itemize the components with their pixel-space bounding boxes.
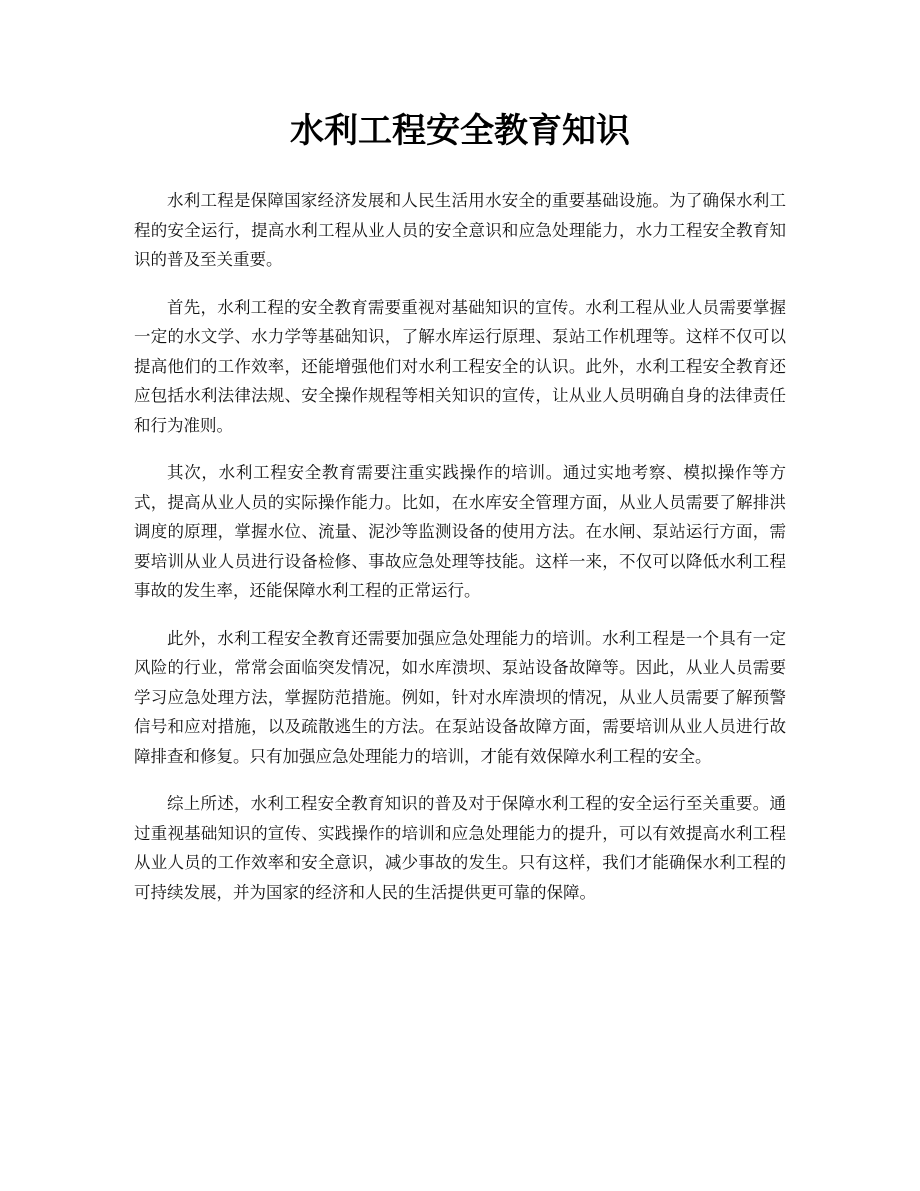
paragraph-conclusion: 综上所述，水利工程安全教育知识的普及对于保障水利工程的安全运行至关重要。通过重视基础知识的宣传、实践操作的培训和应急处理能力的提升，可以有效提高水利工程从业人员的工作效率和安全意识，减少事故的发生。只有这样，我们才能确保水利工程的可持续发展，并为国家的经济和人民的生活提供更可靠的保障。	[134, 794, 786, 902]
document-body	[134, 186, 786, 925]
paragraph-practical-training: 其次，水利工程安全教育需要注重实践操作的培训。通过实地考察、模拟操作等方式，提高从业人员的实际操作能力。比如，在水库安全管理方面，从业人员需要了解排洪调度的原理，掌握水位、流量、泥沙等监测设备的使用方法。在水闸、泵站运行方面，需要培训从业人员进行设备检修、事故应急处理等技能。这样一来，不仅可以降低水利工程事故的发生率，还能保障水利工程的正常运行。	[134, 463, 786, 600]
paragraph-basic-knowledge: 首先，水利工程的安全教育需要重视对基础知识的宣传。水利工程从业人员需要掌握一定的水文学、水力学等基础知识，了解水库运行原理、泵站工作机理等。这样不仅可以提高他们的工作效率，还能增强他们对水利工程安全的认识。此外，水利工程安全教育还应包括水利法律法规、安全操作规程等相关知识的宣传，让从业人员明确自身的法律责任和行为准则。	[134, 297, 786, 435]
paragraph-intro: 水利工程是保障国家经济发展和人民生活用水安全的重要基础设施。为了确保水利工程的安全运行，提高水利工程从业人员的安全意识和应急处理能力，水力工程安全教育知识的普及至关重要。	[134, 191, 786, 269]
paragraph-emergency-training: 此外，水利工程安全教育还需要加强应急处理能力的培训。水利工程是一个具有一定风险的行业，常常会面临突发情况，如水库溃坝、泵站设备故障等。因此，从业人员需要学习应急处理方法，掌握防范措施。例如，针对水库溃坝的情况，从业人员需要了解预警信号和应对措施，以及疏散逃生的方法。在泵站设备故障方面，需要培训从业人员进行故障排查和修复。只有加强应急处理能力的培训，才能有效保障水利工程的安全。	[134, 628, 786, 766]
document-title: 水利工程安全教育知识	[290, 111, 630, 151]
